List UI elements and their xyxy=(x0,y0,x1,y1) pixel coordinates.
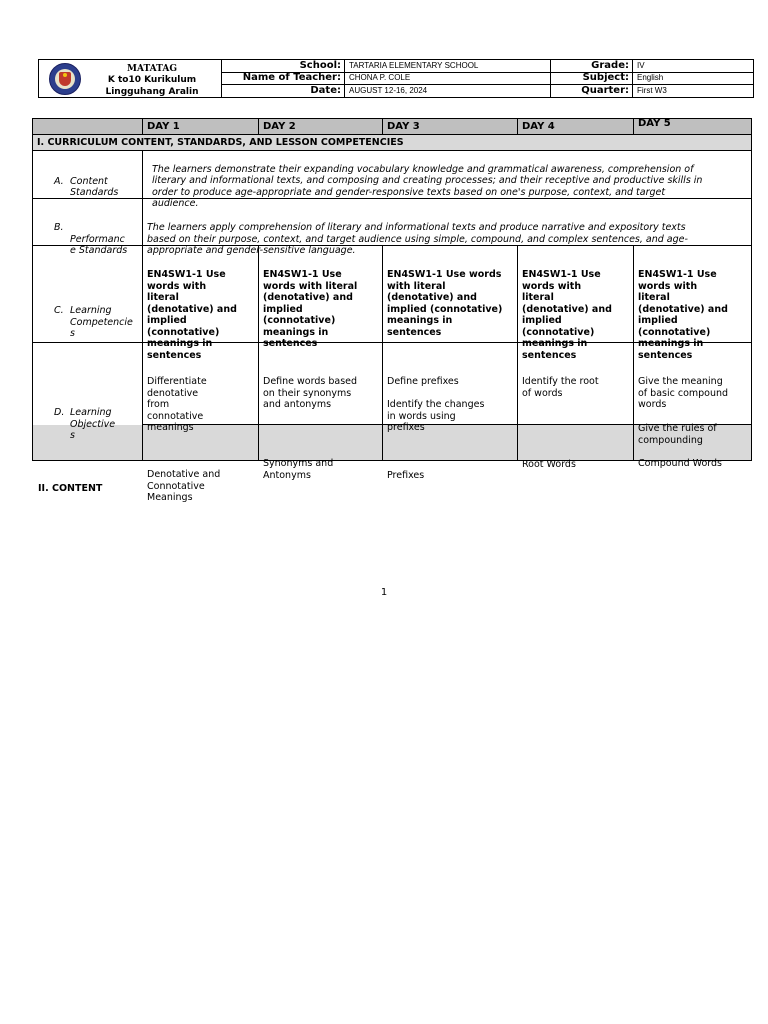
objectives-letter: D. xyxy=(54,407,65,418)
objectives-label-2: Objective xyxy=(70,419,116,430)
content-standards-text-3: order to produce age-appropriate and gender-responsive texts based on one's purpose, context, and target xyxy=(152,187,666,198)
day-1-header: DAY 1 xyxy=(147,121,180,132)
grade-value: IV xyxy=(637,61,645,70)
content-standards-text-2: literary and informational texts, and composing and creating processes; and their receptive and productive skills in xyxy=(152,175,703,186)
performance-standards-letter: B. xyxy=(54,222,64,233)
performance-standards-text-3: appropriate and gender-sensitive language. xyxy=(147,245,356,256)
objective-day-2: Define words based on their synonyms and antonyms xyxy=(263,376,358,410)
day-4-header: DAY 4 xyxy=(522,121,555,132)
objectives-label-1: Learning xyxy=(70,407,112,418)
content-day-1: Denotative and Connotative Meanings xyxy=(147,469,221,503)
competency-day-2: EN4SW1-1 Use words with literal (denotative) and implied (connotative) meanings in sentences xyxy=(263,269,358,349)
content-standards-label-1: Content xyxy=(70,176,108,187)
day-3-header: DAY 3 xyxy=(387,121,420,132)
performance-standards-label-1: Performanc xyxy=(70,234,125,245)
quarter-label: Quarter: xyxy=(551,85,633,97)
content-day-4: Root Words xyxy=(522,459,576,470)
page-number: 1 xyxy=(380,587,388,598)
content-standards-letter: A. xyxy=(54,176,64,187)
subject-value: English xyxy=(637,73,664,82)
logo-cell xyxy=(39,60,222,97)
subject-label: Subject: xyxy=(551,72,633,84)
grade-label: Grade: xyxy=(551,60,633,72)
performance-standards-text-1: The learners apply comprehension of literary and informational texts and produce narrative and expository texts xyxy=(147,222,686,233)
content-day-2: Synonyms and Antonyms xyxy=(263,458,334,481)
competency-day-5: EN4SW1-1 Use words with literal (denotative) and implied (connotative) meanings in sentences xyxy=(638,269,728,361)
logo-title: MATATAG xyxy=(126,64,178,74)
objective-day-3b: Identify the changes in words using prefixes xyxy=(387,399,485,433)
objectives-label-3: s xyxy=(70,430,75,441)
objective-day-4: Identify the root of words xyxy=(522,376,599,399)
performance-standards-text-2: based on their purpose, context, and target audience using simple, compound, and complex sentences, and age- xyxy=(147,234,688,245)
date-value: AUGUST 12-16, 2024 xyxy=(345,85,551,97)
objective-day-5a: Give the meaning of basic compound words xyxy=(638,376,729,410)
content-day-3: Prefixes xyxy=(387,470,425,481)
content-standards-text-4: audience. xyxy=(152,198,199,209)
section-2-title: II. CONTENT xyxy=(38,483,103,494)
date-label: Date: xyxy=(221,85,345,97)
competency-day-3: EN4SW1-1 Use words with literal (denotative) and implied (connotative) meanings in sentences xyxy=(387,269,503,338)
objective-day-1: Differentiate denotative from connotative meanings xyxy=(147,376,207,433)
school-value: TARTARIA ELEMENTARY SCHOOL xyxy=(345,60,551,72)
day-5-header: DAY 5 xyxy=(638,118,671,129)
section-1-title: I. CURRICULUM CONTENT, STANDARDS, AND LESSON COMPETENCIES xyxy=(37,137,404,148)
school-label: School: xyxy=(221,60,345,72)
header-row-teacher xyxy=(221,72,753,85)
teacher-label: Name of Teacher: xyxy=(221,72,345,84)
content-day-5: Compound Words xyxy=(638,458,723,469)
competencies-letter: C. xyxy=(54,305,64,316)
competencies-label-1: Learning xyxy=(70,305,112,316)
header-block xyxy=(38,59,754,98)
content-standards-text-1: The learners demonstrate their expanding vocabulary knowledge and grammatical awareness, comprehension of xyxy=(152,164,694,175)
competencies-label-2: Competencie xyxy=(70,317,133,328)
logo-line-3: Lingguhang Aralin xyxy=(105,87,199,97)
content-standards-label-2: Standards xyxy=(70,187,119,198)
competency-day-1: EN4SW1-1 Use words with literal (denotative) and implied (connotative) meanings in sentences xyxy=(147,269,237,361)
objective-day-5b: Give the rules of compounding xyxy=(638,423,717,446)
header-row-date xyxy=(221,85,753,97)
performance-standards-label-2: e Standards xyxy=(70,245,128,256)
deped-seal-icon xyxy=(49,63,81,95)
day-2-header: DAY 2 xyxy=(263,121,296,132)
competency-day-4: EN4SW1-1 Use words with literal (denotative) and implied (connotative) meanings in sentences xyxy=(522,269,612,361)
quarter-value: First W3 xyxy=(637,86,667,95)
logo-line-2: K to10 Kurikulum xyxy=(107,75,197,85)
competencies-label-3: s xyxy=(70,328,75,339)
objective-day-3a: Define prefixes xyxy=(387,376,459,387)
teacher-value: CHONA P. COLE xyxy=(345,72,551,84)
